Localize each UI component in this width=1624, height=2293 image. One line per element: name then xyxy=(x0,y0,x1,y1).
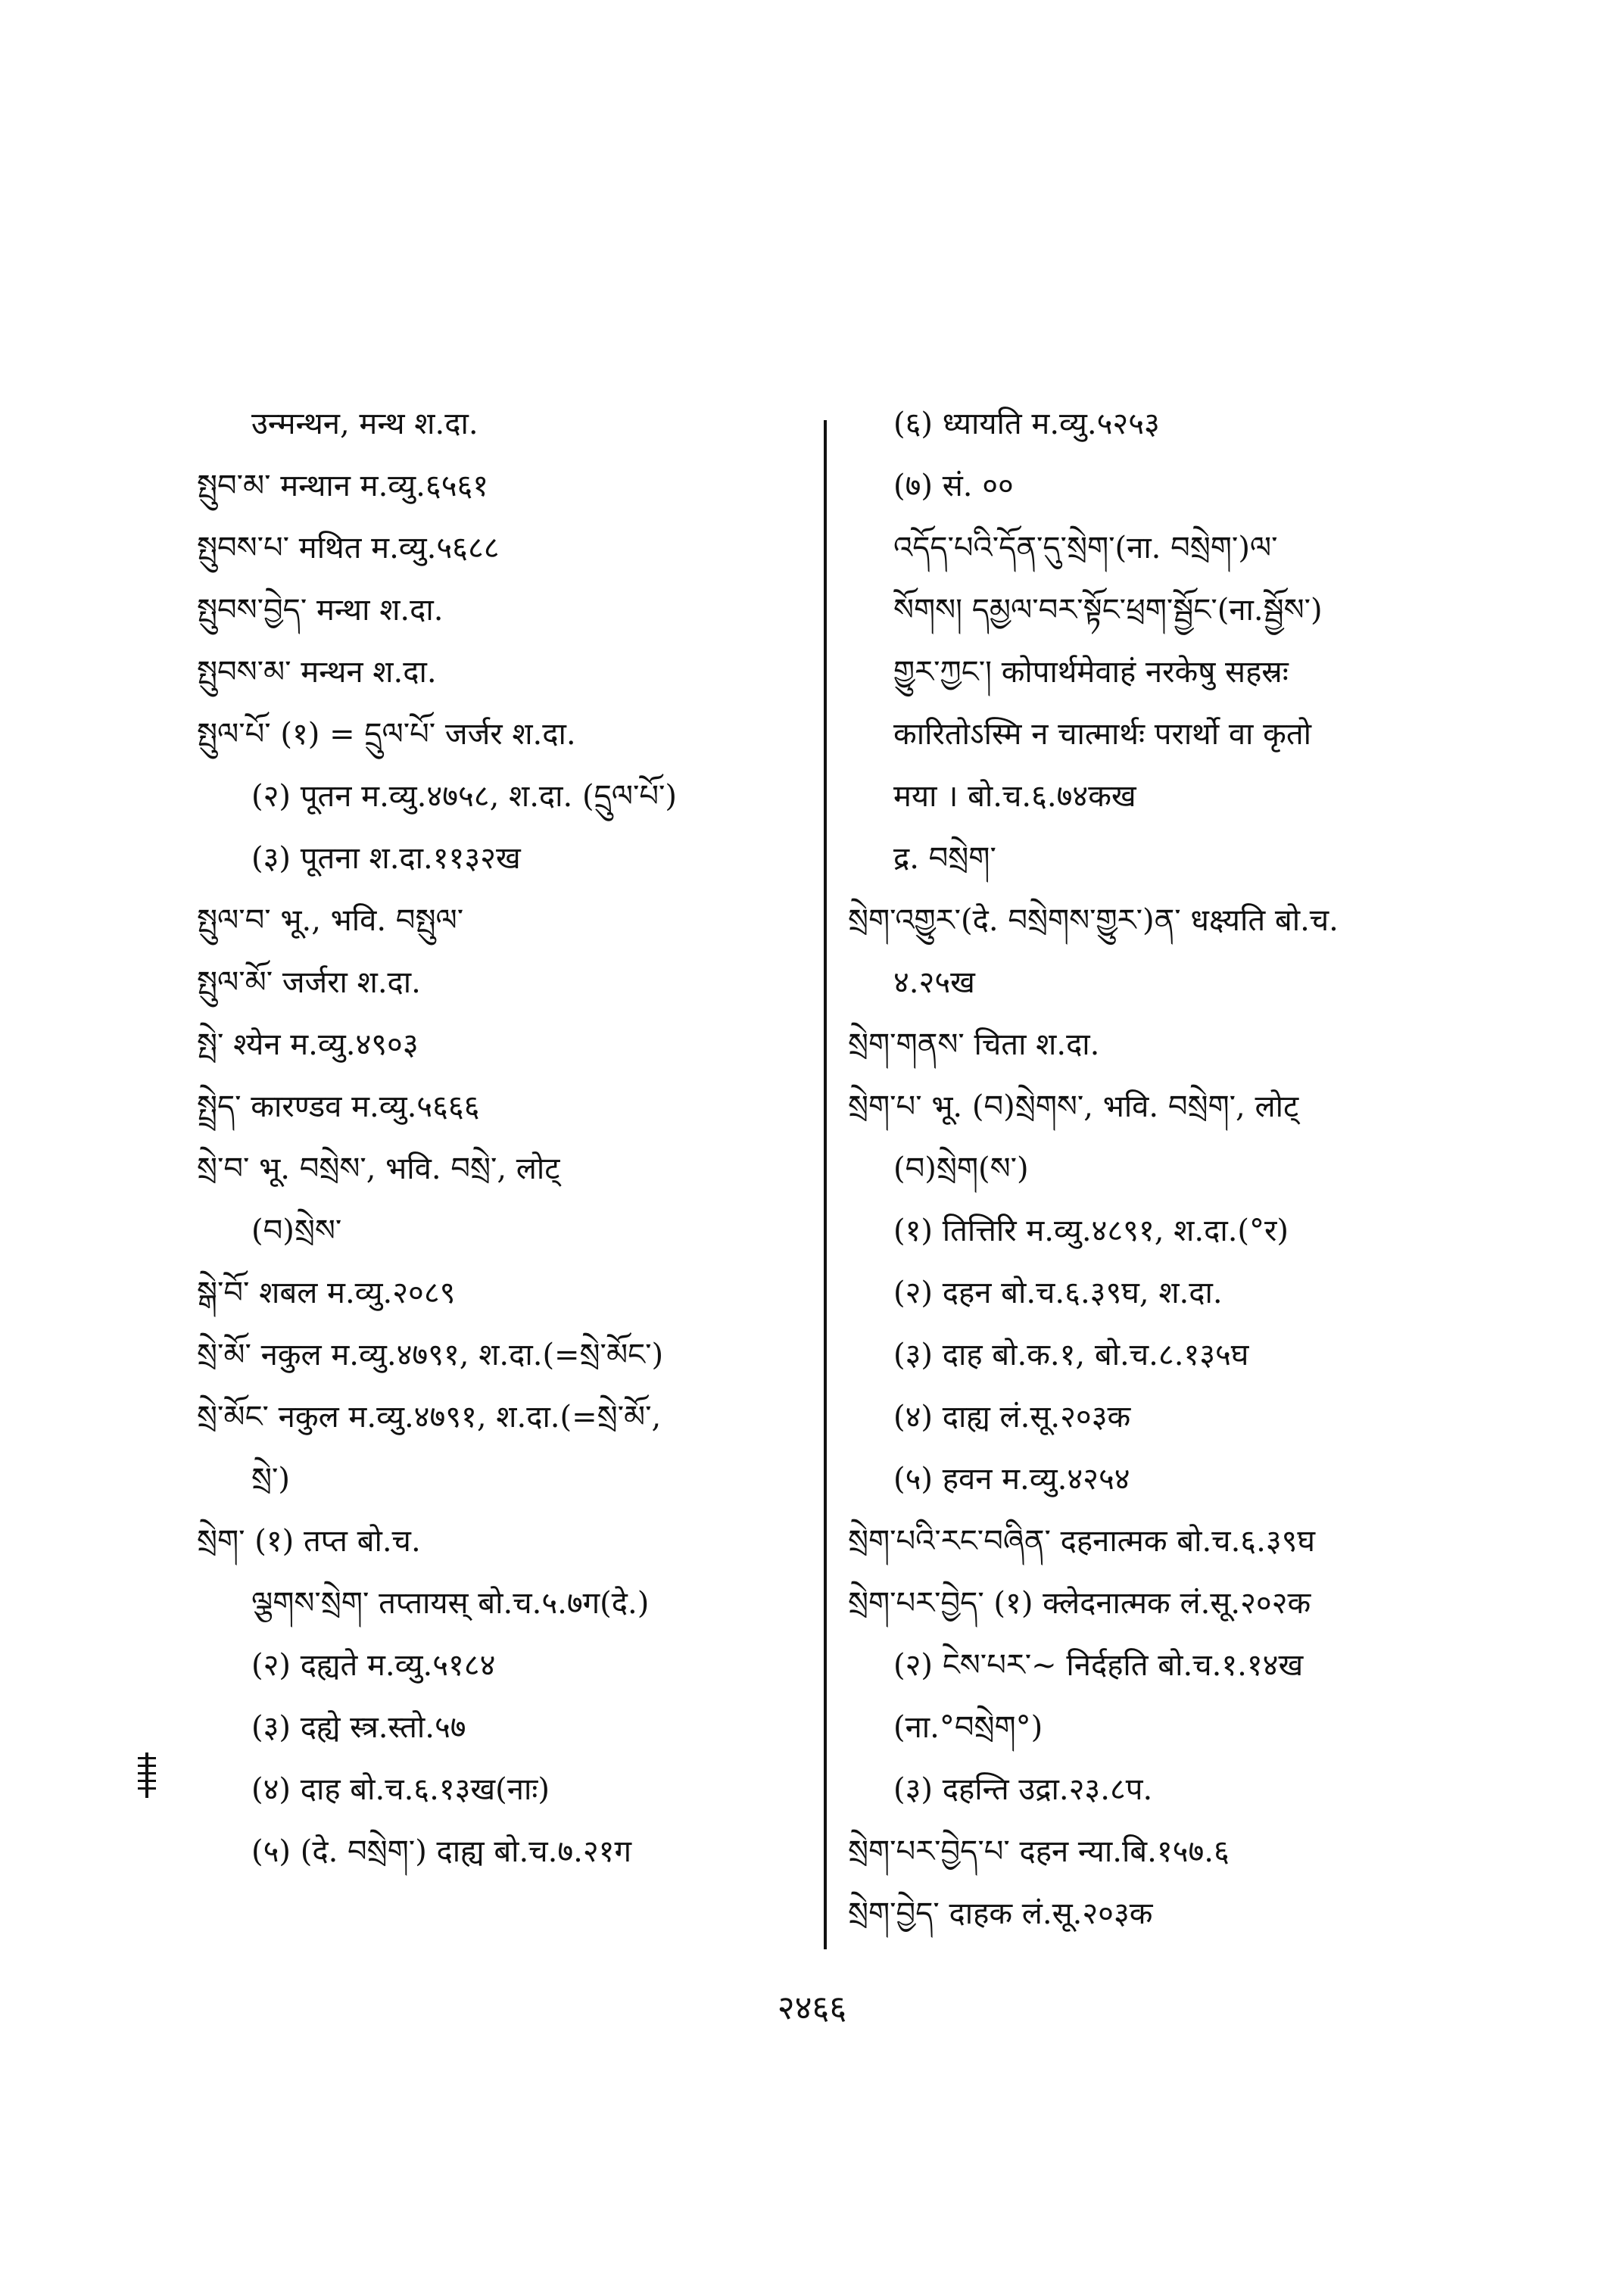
margin-mark xyxy=(135,1752,157,1798)
entry-line: (३) पूतना श.दा.११३२ख xyxy=(251,841,521,876)
entry-line: (३) दह्ये स्त्र.स्तो.५७ xyxy=(251,1710,466,1745)
entry-line: (२) पूतन म.व्यु.४७५८, श.दा. (དྲུལ་པོ་) xyxy=(251,779,678,814)
entry-line: (६) ध्यायति म.व्यु.५२५३ xyxy=(893,407,1160,441)
entry-line: སྲེག་པར་བྱེད་པ་ दहन न्या.बि.१५७.६ xyxy=(848,1834,1230,1869)
entry-line: उन्मन्थन, मन्थ श.दा. xyxy=(251,407,478,441)
entry-line: སྲེག་པ་ भू. (བ)སྲེགས་, भवि. བསྲེག་, लोट् xyxy=(848,1089,1299,1124)
entry-line: གྱུར་ཀྱང་། कोपार्थमेवाहं नरकेषु सहस्रः xyxy=(893,655,1289,690)
entry-line: སྒེ་བོ་ शबल म.व्यु.२०८९ xyxy=(197,1276,456,1310)
entry-line: (ना.°བསྲེག°) xyxy=(893,1710,1043,1745)
entry-line: (५) (दे. བསྲེག་) दाह्य बो.च.७.२१ग xyxy=(251,1834,631,1869)
entry-line: (४) दाह बो.च.६.१३ख(नाः) xyxy=(251,1772,550,1807)
left-column xyxy=(197,409,803,1899)
entry-line: (५) हवन म.व्यु.४२५४ xyxy=(893,1462,1130,1497)
entry-line: (བ)སྲེས་ xyxy=(251,1213,342,1248)
entry-line: (२) ངེས་པར་~ निर्दहति बो.च.१.१४ख xyxy=(893,1648,1304,1683)
right-column xyxy=(848,409,1439,1961)
entry-line: སྲེག་པའི་རང་བཞིན་ दहनात्मक बो.च.६.३९घ xyxy=(848,1524,1316,1559)
entry-line: སྤུལ་པོ་ (१) = དྲུལ་པོ་ जर्जर श.दा. xyxy=(197,717,576,752)
entry-line: (२) दह्यते म.व्यु.५१८४ xyxy=(251,1648,496,1683)
entry-line: कारितोऽस्मि न चात्मार्थः परार्थो वा कृतो xyxy=(893,717,1312,752)
entry-line: སྲེག་འགྱུར་(दे. བསྲེགས་གྱུར་)ན་ धक्ष्यति बो.च. xyxy=(848,903,1339,938)
column-divider xyxy=(824,420,827,1949)
entry-line: སྲེག་ (१) तप्त बो.च. xyxy=(197,1524,421,1559)
entry-line: ४.२५ख xyxy=(893,965,975,1000)
entry-line: སོགས། དམྱལ་བར་སྟོང་ཕྲག་སྦྱོང་(ना.སྦྱོས་) xyxy=(893,593,1323,628)
entry-line: སྤུལ་མོ་ जर्जरा श.दा. xyxy=(197,965,421,1000)
entry-line: སྲེ་) xyxy=(251,1462,291,1497)
entry-line: मया । बो.च.६.७४कख xyxy=(893,779,1136,814)
entry-line: སྲེག་གནས་ चिता श.दा. xyxy=(848,1027,1100,1062)
entry-line: སྲེ་མོ་ नकुल म.व्यु.४७९१, श.दा.(=སྲེ་མོང་) xyxy=(197,1338,664,1372)
entry-line: སྤུབས་མ་ मन्थन श.दा. xyxy=(197,655,437,690)
entry-line: སྤུབས་པ་ मथित म.व्यु.५६८८ xyxy=(197,531,500,565)
entry-line: ལྕགས་སྲེག་ तप्तायस् बो.च.५.७ग(दे.) xyxy=(251,1586,650,1621)
entry-line: སྤུབས་བྱེད་ मन्था श.दा. xyxy=(197,593,444,628)
entry-line: (२) दहन बो.च.६.३९घ, श.दा. xyxy=(893,1276,1223,1310)
entry-line: (བ)སྲེག(ས་) xyxy=(893,1151,1029,1186)
entry-line: སྲེ་མོང་ नकुल म.व्यु.४७९१, श.दा.(=སྲེ་མོ་, xyxy=(197,1400,662,1435)
page-number: २४६६ xyxy=(777,1989,847,2027)
entry-line: སྲེག་པར་བྱེད་ (१) क्लेदनात्मक लं.सू.२०२क xyxy=(848,1586,1311,1621)
entry-line: སྤེ་ श्येन म.व्यु.४९०३ xyxy=(197,1027,419,1062)
entry-line: སྤྲེད་ कारण्डव म.व्यु.५६६६ xyxy=(197,1089,480,1124)
entry-line: སྤུལ་བ་ भू., भवि. བསྤུལ་ xyxy=(197,903,464,938)
entry-line: (३) दाह बो.क.१, बो.च.८.१३५घ xyxy=(893,1338,1249,1372)
entry-line: (३) दहन्ति उद्रा.२३.८प. xyxy=(893,1772,1153,1807)
entry-line: (७) सं. ०० xyxy=(893,469,1014,503)
entry-line: (१) तित्तिरि म.व्यु.४८९१, श.दा.(°र) xyxy=(893,1213,1289,1248)
entry-line: द्र. བསྲེག་ xyxy=(893,841,996,876)
entry-line: (४) दाह्य लं.सू.२०३क xyxy=(893,1400,1131,1435)
entry-line: སྤུབ་མ་ मन्थान म.व्यु.६५६१ xyxy=(197,469,489,503)
entry-line: སྲེག་བྱེད་ दाहक लं.सू.२०३क xyxy=(848,1896,1153,1931)
entry-line: འདོད་པའི་དོན་དུ་སྲེག་(ना. བསྲེག་)ལ་ xyxy=(893,531,1278,565)
entry-line: སྲེ་བ་ भू. བསྲེས་, भवि. བསྲེ་, लोट् xyxy=(197,1151,560,1186)
